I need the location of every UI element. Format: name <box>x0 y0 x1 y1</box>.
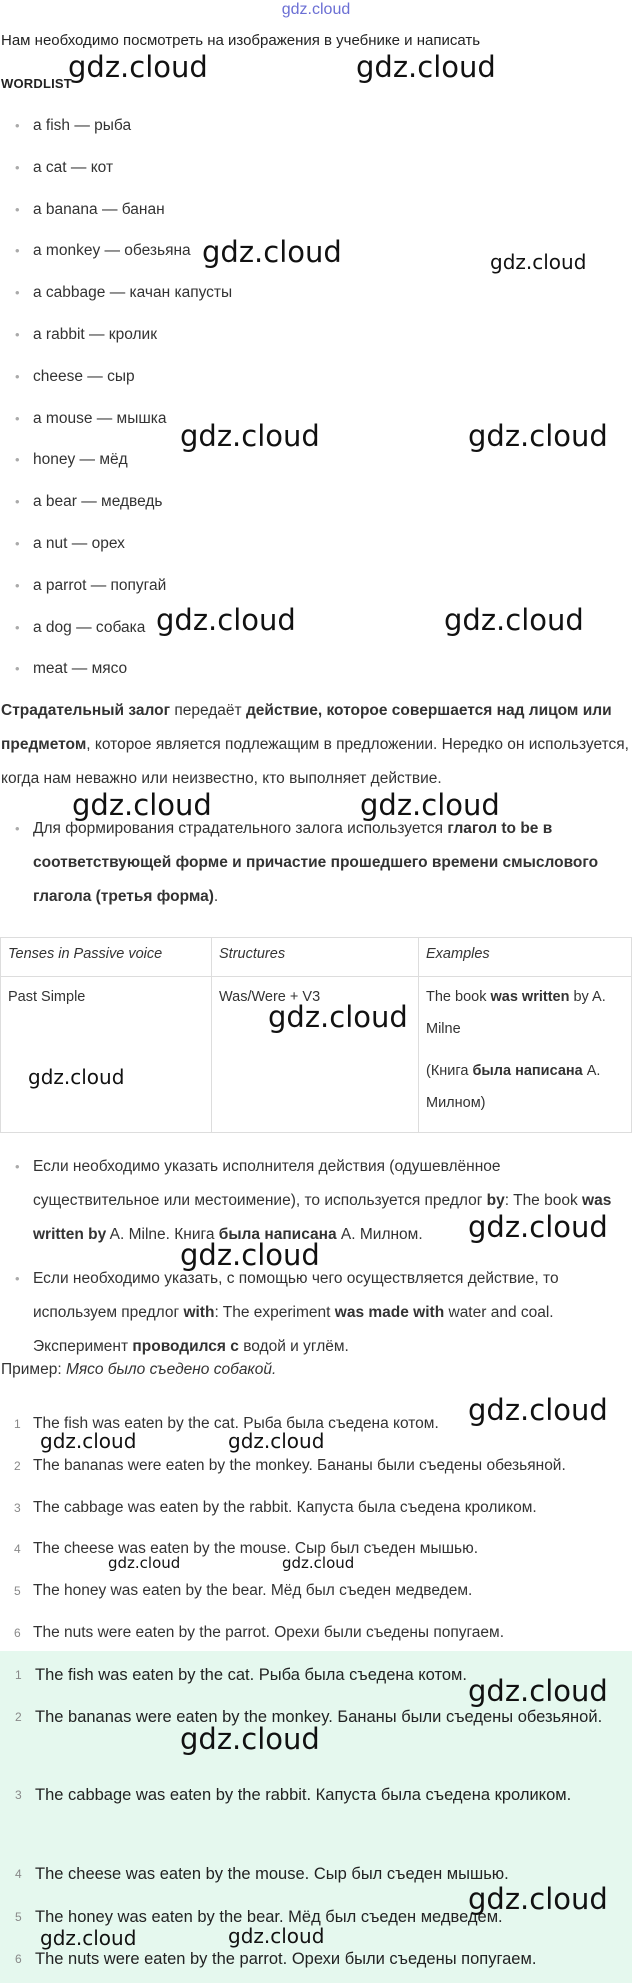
text: , которое является подлежащим в предложении. Нередко он используется, когда нам неважно или неизвестно, кто выполняет действие. <box>1 736 629 787</box>
bold-text: была написана <box>472 1063 583 1079</box>
watermark: gdz.cloud <box>444 603 584 637</box>
text: A. Milne. Книга <box>106 1226 219 1243</box>
item-number: 1 <box>15 1668 22 1682</box>
table-cell-structure: Was/Were + V3 <box>212 977 419 1133</box>
item-number: 2 <box>14 1458 21 1473</box>
bold-text: проводился с <box>132 1338 239 1355</box>
watermark: gdz.cloud <box>40 1429 137 1453</box>
list-item: • honey — мёд <box>0 450 632 492</box>
watermark: gdz.cloud <box>268 1000 408 1034</box>
table-header-row <box>1 938 632 977</box>
sentence: The honey was eaten by the bear. Мёд был съеден медведем. <box>33 1582 473 1600</box>
list-item: • meat — мясо <box>0 659 632 701</box>
item-number: 6 <box>14 1625 21 1640</box>
text: : The experiment <box>214 1304 335 1321</box>
watermark: gdz.cloud <box>356 50 496 84</box>
sentence: The fish was eaten by the cat. Рыба была съедена котом. <box>35 1666 467 1684</box>
watermark: gdz.cloud <box>180 1722 320 1756</box>
text: А. Милном. <box>336 1226 423 1243</box>
item-number: 1 <box>14 1417 21 1431</box>
sentence: The honey was eaten by the bear. Мёд был съеден медведем. <box>35 1908 503 1926</box>
bold-text: was written by <box>33 1192 612 1243</box>
item-number: 4 <box>15 1867 22 1881</box>
top-watermark: gdz.cloud <box>281 1 351 18</box>
list-item: • a monkey — обезьяна <box>0 241 632 283</box>
formation-rule <box>33 812 629 914</box>
sentence: The cheese was eaten by the mouse. Сыр был съеден мышью. <box>35 1865 509 1883</box>
example-en <box>426 981 624 1045</box>
item-number: 4 <box>14 1542 21 1557</box>
wordlist-heading: WORDLIST <box>1 76 72 91</box>
list-item: • a fish — рыба <box>0 116 632 158</box>
text: water and coal. Эксперимент <box>33 1304 554 1355</box>
passive-tenses-table <box>0 937 632 1133</box>
bold-text: with <box>183 1304 215 1321</box>
bold-text: was made with <box>334 1304 445 1321</box>
watermark: gdz.cloud <box>468 1882 608 1916</box>
list-item: • cheese — сыр <box>0 367 632 409</box>
watermark: gdz.cloud <box>180 419 320 453</box>
sentence: The nuts were eaten by the parrot. Орехи были съедены попугаем. <box>35 1950 537 1968</box>
sentence: The cabbage was eaten by the rabbit. Капуста была съедена кроликом. <box>35 1786 572 1804</box>
text: А. Милном) <box>426 1063 601 1111</box>
list-item <box>0 1498 632 1540</box>
example-text: Мясо было съедено собакой. <box>65 1361 277 1378</box>
text: . <box>213 888 219 905</box>
item-number: 2 <box>15 1710 22 1724</box>
text: by A. Milne <box>426 989 606 1037</box>
table-cell-tense: Past Simple <box>1 977 212 1133</box>
item-number: 3 <box>15 1788 22 1802</box>
watermark: gdz.cloud <box>202 235 342 269</box>
text: водой и углём. <box>238 1338 349 1355</box>
example-ru <box>426 1055 624 1119</box>
example-label: Пример: <box>1 1361 66 1378</box>
watermark: gdz.cloud <box>108 1554 181 1572</box>
list-item: • a nut — орех <box>0 534 632 576</box>
list-item: • a cat — кот <box>0 158 632 200</box>
watermark: gdz.cloud <box>282 1554 355 1572</box>
watermark: gdz.cloud <box>468 419 608 453</box>
term-passive: Страдательный залог <box>1 702 171 719</box>
sentence: The cheese was eaten by the mouse. Сыр был съеден мышью. <box>33 1540 479 1558</box>
bold-text: by <box>486 1192 505 1209</box>
sentence: The bananas were eaten by the monkey. Бананы были съедены обезьяной. <box>33 1456 566 1474</box>
table-cell-example <box>419 977 632 1133</box>
text: Если необходимо указать исполнителя действия (одушевлённое существительное или местоимение), то используется предлог <box>33 1158 501 1209</box>
sentence: The cabbage was eaten by the rabbit. Капуста была съедена кроликом. <box>33 1498 537 1516</box>
watermark: gdz.cloud <box>228 1924 325 1948</box>
column-header: Tenses in Passive voice <box>1 938 212 977</box>
sentence: The nuts were eaten by the parrot. Орехи были съедены попугаем. <box>33 1623 505 1641</box>
text: : The book <box>504 1192 583 1209</box>
item-number: 5 <box>14 1584 21 1599</box>
item-number: 5 <box>15 1910 22 1924</box>
list-item: • a mouse — мышка <box>0 409 632 451</box>
watermark: gdz.cloud <box>72 788 212 822</box>
watermark: gdz.cloud <box>468 1210 608 1244</box>
list-item: • a bear — медведь <box>0 492 632 534</box>
list-item: • a cabbage — качан капусты <box>0 283 632 325</box>
sentence: The bananas were eaten by the monkey. Бананы были съедены обезьяной. <box>35 1708 603 1726</box>
item-number: 6 <box>15 1952 22 1966</box>
sentence: The fish was eaten by the cat. Рыба была съедена котом. <box>33 1415 439 1432</box>
item-number: 3 <box>14 1500 21 1515</box>
list-item: • a parrot — попугай <box>0 576 632 618</box>
passive-voice-definition <box>1 694 629 796</box>
column-header: Structures <box>212 938 419 977</box>
list-item <box>15 1777 627 1813</box>
watermark: gdz.cloud <box>360 788 500 822</box>
watermark: gdz.cloud <box>28 1065 125 1089</box>
intro-text: Нам необходимо посмотреть на изображения в учебнике и написать <box>1 32 481 49</box>
column-header: Examples <box>419 938 632 977</box>
text: The book <box>426 989 491 1005</box>
bold-text: действие, которое совершается над лицом или предметом <box>1 702 612 753</box>
watermark: gdz.cloud <box>228 1429 325 1453</box>
list-item: • a dog — собака <box>0 618 632 660</box>
watermark: gdz.cloud <box>40 1926 137 1950</box>
example-line <box>1 1361 276 1379</box>
watermark: gdz.cloud <box>68 50 208 84</box>
text: (Книга <box>426 1063 473 1079</box>
watermark: gdz.cloud <box>156 603 296 637</box>
text: передаёт <box>170 702 246 719</box>
bold-text: was written <box>490 989 570 1005</box>
note-with <box>33 1262 629 1364</box>
bold-text: глагол to be в соответствующей форме и причастие прошедшего времени смыслового глагола (третья форма) <box>33 820 599 905</box>
watermark: gdz.cloud <box>468 1393 608 1427</box>
text: Для формирования страдательного залога используется <box>33 820 448 837</box>
text: Если необходимо указать, с помощью чего осуществляется действие, то используем предлог <box>33 1270 559 1321</box>
list-item: • a banana — банан <box>0 200 632 242</box>
watermark: gdz.cloud <box>180 1238 320 1272</box>
watermark: gdz.cloud <box>490 250 587 274</box>
list-item <box>0 1581 632 1623</box>
list-item: • a rabbit — кролик <box>0 325 632 367</box>
watermark: gdz.cloud <box>468 1674 608 1708</box>
list-item <box>0 1456 632 1498</box>
bold-text: была написана <box>218 1226 337 1243</box>
